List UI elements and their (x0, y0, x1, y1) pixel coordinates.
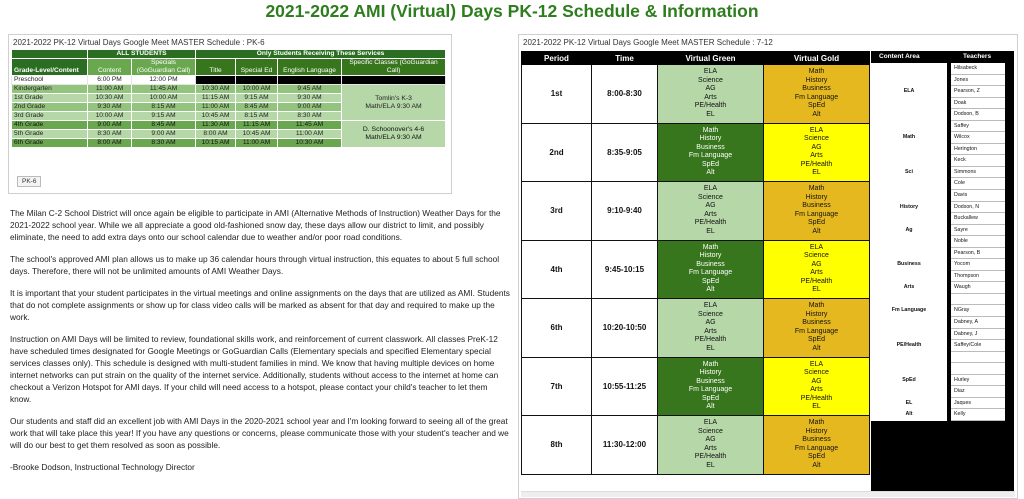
title-cell: 10:15 AM (196, 139, 236, 148)
teacher-name-cell: Dabney, A (951, 317, 1005, 329)
content-area-cell: Alt (871, 409, 947, 421)
content-area-cell: Sci (871, 167, 947, 179)
content-area-cell (871, 121, 947, 133)
teacher-row (871, 190, 1005, 202)
sped-cell: 10:45 AM (236, 130, 278, 139)
content-area-cell (871, 98, 947, 110)
teacher-name-cell: Pearson, B (951, 248, 1005, 260)
grade-cell: 3rd Grade (12, 112, 88, 121)
content-area-cell (871, 63, 947, 75)
teacher-row (871, 86, 1005, 98)
time-cell: 10:20-10:50 (592, 299, 658, 358)
teacher-name-cell: Noble (951, 236, 1005, 248)
teacher-name-cell: Jaques (951, 398, 1005, 410)
content-area-cell (871, 213, 947, 225)
hdr-specific-classes: Specific Classes (GoGuardian Call) (342, 59, 446, 76)
virtual-gold-cell (764, 182, 870, 241)
virtual-green-cell (658, 65, 764, 124)
grade-cell: Kindergarten (12, 85, 88, 94)
teacher-name-cell: Wilcox (951, 132, 1005, 144)
content-area-cell: EL (871, 398, 947, 410)
virtual-gold-cell (764, 65, 870, 124)
content-cell: 11:00 AM (88, 85, 132, 94)
teacher-row (871, 363, 1005, 375)
title-cell: 8:00 AM (196, 130, 236, 139)
teacher-row (871, 75, 1005, 87)
teacher-row (871, 98, 1005, 110)
teacher-name-cell: Herington (951, 144, 1005, 156)
teacher-row (871, 167, 1005, 179)
subject-list: ELA Science AG Arts PE/Health EL (694, 302, 727, 352)
teacher-name-cell: Yocom (951, 259, 1005, 271)
specials-cell: 8:15 AM (132, 103, 196, 112)
teacher-row (871, 248, 1005, 260)
pk6-schedule-table (11, 49, 446, 148)
schedule-row (522, 123, 870, 182)
paragraph: Instruction on AMI Days will be limited to review, foundational skills work, and reinforcement of current classwork. All classes PreK-12 have scheduled times designated for Google Meetings or GoGuardian Calls (Elementary specials and specified Elementary special services classes only). This schedule is designed with multi-student families in mind. We know that having multiple devices on home internet networks can put strain on the quality of the internet service. Additionally, students without access to the internet at home can checkout a Verizon Hotspot for AMI days. If your child will need access to a hotspot, please contact your child's teacher to let them know. (10, 334, 499, 404)
content-area-cell: Math (871, 132, 947, 144)
teacher-name-cell: Cole (951, 178, 1005, 190)
pk6-row (12, 85, 446, 94)
hdr-special-ed: Special Ed (236, 59, 278, 76)
teacher-row (871, 271, 1005, 283)
pk6-sheet-tab[interactable]: PK-6 (17, 176, 41, 187)
content-cell: 10:30 AM (88, 94, 132, 103)
content-area-cell: Fm Language (871, 305, 947, 317)
virtual-gold-cell (764, 299, 870, 358)
content-area-cell (871, 155, 947, 167)
teacher-row (871, 305, 1005, 317)
hdr-virtual-gold: Virtual Gold (764, 52, 870, 65)
teacher-row (871, 398, 1005, 410)
grade-cell: 1st Grade (12, 94, 88, 103)
sped-cell: 10:00 AM (236, 85, 278, 94)
teacher-row (871, 121, 1005, 133)
teacher-name-cell (951, 352, 1005, 364)
teacher-row (871, 109, 1005, 121)
content-cell: 6:00 PM (88, 76, 132, 85)
time-cell: 9:45-10:15 (592, 240, 658, 299)
hdr-time: Time (592, 52, 658, 65)
teacher-row (871, 236, 1005, 248)
hdr-specials: Specials (GoGuardian Call) (132, 59, 196, 76)
schedule-row (522, 416, 870, 475)
teacher-name-cell: Diaz (951, 386, 1005, 398)
grade-cell: 2nd Grade (12, 103, 88, 112)
subject-list: Math History Business Fm Language SpEd Alt (688, 360, 733, 411)
teacher-row (871, 225, 1005, 237)
content-area-cell (871, 294, 947, 306)
teacher-name-cell: Saffey (951, 121, 1005, 133)
subject-list: ELA Science AG Arts PE/Health EL (800, 126, 833, 177)
subject-list: Math History Business Fm Language SpEd Alt (794, 68, 839, 118)
grade-cell: Preschool (12, 76, 88, 85)
specials-cell: 9:15 AM (132, 112, 196, 121)
specials-cell: 9:00 AM (132, 130, 196, 139)
pk6-row (12, 76, 446, 85)
time-cell: 9:10-9:40 (592, 182, 658, 241)
period-cell: 2nd (522, 123, 592, 182)
specials-cell: 8:45 AM (132, 121, 196, 130)
sped-cell: 8:45 AM (236, 103, 278, 112)
period-cell: 8th (522, 416, 592, 475)
content-cell: 10:00 AM (88, 112, 132, 121)
teacher-name-cell: Kelly (951, 409, 1005, 421)
ell-cell: 10:30 AM (278, 139, 342, 148)
tomlin-k3-cell: Tomlin's K-3 Math/ELA 9:30 AM (342, 85, 446, 121)
title-cell: 10:30 AM (196, 85, 236, 94)
teacher-name-cell: Dabney, J (951, 329, 1005, 341)
content-area-cell (871, 329, 947, 341)
period-cell: 1st (522, 65, 592, 124)
period-cell: 4th (522, 240, 592, 299)
teacher-name-cell: Dodson, B (951, 109, 1005, 121)
virtual-green-cell (658, 299, 764, 358)
black-cell (196, 76, 236, 85)
virtual-green-cell (658, 123, 764, 182)
hdr-blank (12, 50, 88, 59)
pk6-schedule-sheet (8, 34, 452, 194)
virtual-green-cell (658, 357, 764, 416)
grade-cell: 4th Grade (12, 121, 88, 130)
period-cell: 6th (522, 299, 592, 358)
teacher-name-cell: Hurley (951, 375, 1005, 387)
hdr-title: Title (196, 59, 236, 76)
subject-list: ELA Science AG Arts PE/Health EL (694, 68, 727, 118)
virtual-green-cell (658, 182, 764, 241)
signature: -Brooke Dodson, Instructional Technology Director (10, 462, 195, 472)
content-area-cell (871, 386, 947, 398)
content-area-cell (871, 190, 947, 202)
grade7-12-schedule-table (521, 51, 870, 475)
pk6-row (12, 121, 446, 130)
teacher-row (871, 155, 1005, 167)
content-area-cell (871, 271, 947, 283)
ell-cell: 8:30 AM (278, 112, 342, 121)
teacher-row (871, 386, 1005, 398)
teacher-name-cell: Hilsabeck (951, 63, 1005, 75)
hdr-virtual-green: Virtual Green (658, 52, 764, 65)
teacher-row (871, 340, 1005, 352)
page-title: 2021-2022 AMI (Virtual) Days PK-12 Schedule & Information (265, 1, 759, 21)
content-area-cell: Arts (871, 282, 947, 294)
content-area-cell (871, 363, 947, 375)
ell-cell: 11:45 AM (278, 121, 342, 130)
teacher-name-cell (951, 294, 1005, 306)
teacher-row (871, 144, 1005, 156)
teacher-row (871, 202, 1005, 214)
teacher-name-cell: Pearson, Z (951, 86, 1005, 98)
ell-cell: 9:00 AM (278, 103, 342, 112)
teacher-name-cell: Dodson, N (951, 202, 1005, 214)
grade7-12-schedule-sheet (518, 34, 1018, 499)
time-cell: 8:00-8:30 (592, 65, 658, 124)
teacher-row (871, 132, 1005, 144)
schedule-row (522, 357, 870, 416)
grade7-12-sheet-caption: 2021-2022 PK-12 Virtual Days Google Meet MASTER Schedule : 7-12 (523, 38, 773, 47)
teacher-name-cell (951, 363, 1005, 375)
teacher-name-cell: Thompson (951, 271, 1005, 283)
info-text (10, 207, 510, 483)
teacher-name-cell: Davis (951, 190, 1005, 202)
specials-cell: 8:30 AM (132, 139, 196, 148)
virtual-gold-cell (764, 240, 870, 299)
title-cell: 11:00 AM (196, 103, 236, 112)
content-area-cell: Ag (871, 225, 947, 237)
virtual-gold-cell (764, 123, 870, 182)
paragraph: The school's approved AMI plan allows us to make up 36 calendar hours through virtual instruction, this equates to about 5 full school days. Therefore, there will not be unlimited amounts of AMI Weather Days. (10, 254, 500, 276)
period-cell: 3rd (522, 182, 592, 241)
content-cell: 8:00 AM (88, 139, 132, 148)
content-area-cell (871, 75, 947, 87)
specials-cell: 12:00 PM (132, 76, 196, 85)
teacher-name-cell: Saffey/Cole (951, 340, 1005, 352)
virtual-green-cell (658, 416, 764, 475)
teacher-name-cell: Doak (951, 98, 1005, 110)
paragraph: It is important that your student participates in the virtual meetings and online assignments on the days that are utilized as AMI. Students that do not complete assignments or show up for class video calls will be marked as absent for that day and required to make up the work. (10, 288, 510, 322)
black-cell (236, 76, 278, 85)
virtual-gold-cell (764, 357, 870, 416)
content-area-cell: Business (871, 259, 947, 271)
teacher-row (871, 294, 1005, 306)
hdr-period: Period (522, 52, 592, 65)
teacher-row (871, 282, 1005, 294)
schedule-row (522, 299, 870, 358)
grade-cell: 5th Grade (12, 130, 88, 139)
teacher-row (871, 178, 1005, 190)
title-cell: 11:15 AM (196, 94, 236, 103)
content-area-cell (871, 317, 947, 329)
subject-list: ELA Science AG Arts PE/Health EL (800, 243, 833, 294)
teacher-name-cell: Jones (951, 75, 1005, 87)
hdr-english-language: English Language (278, 59, 342, 76)
subject-list: ELA Science AG Arts PE/Health EL (800, 360, 833, 411)
specials-cell: 10:00 AM (132, 94, 196, 103)
time-cell: 11:30-12:00 (592, 416, 658, 475)
pk6-sheet-caption: 2021-2022 PK-12 Virtual Days Google Meet MASTER Schedule : PK-6 (13, 38, 265, 47)
subject-list: Math History Business Fm Language SpEd Alt (794, 302, 839, 352)
schedule-row (522, 182, 870, 241)
content-cell: 9:30 AM (88, 103, 132, 112)
content-cell: 8:30 AM (88, 130, 132, 139)
content-area-cell (871, 352, 947, 364)
sped-cell: 8:15 AM (236, 112, 278, 121)
subject-list: Math History Business Fm Language SpEd Alt (794, 419, 839, 469)
paragraph: Our students and staff did an excellent job with AMI Days in the 2020-2021 school year and I'm looking forward to seeing all of the great work that will take place this year! If you have any questions or concerns, please communicate those with your student's teacher and we will do our best to get them resolved as soon as possible. (10, 416, 509, 450)
teacher-name-cell: NGray (951, 305, 1005, 317)
teacher-name-cell: Buckallew (951, 213, 1005, 225)
sped-cell: 9:15 AM (236, 94, 278, 103)
black-cell (278, 76, 342, 85)
period-cell: 7th (522, 357, 592, 416)
content-cell: 9:00 AM (88, 121, 132, 130)
teacher-row (871, 375, 1005, 387)
sped-cell: 11:00 AM (236, 139, 278, 148)
content-area-cell (871, 236, 947, 248)
content-area-cell: ELA (871, 86, 947, 98)
teacher-row (871, 352, 1005, 364)
hdr-only-students: Only Students Receiving These Services (196, 50, 446, 59)
teacher-name-cell: Sayre (951, 225, 1005, 237)
virtual-green-cell (658, 240, 764, 299)
teacher-row (871, 63, 1005, 75)
subject-list: ELA Science AG Arts PE/Health EL (694, 419, 727, 469)
hdr-teachers: Teachers (963, 53, 992, 60)
title-cell: 10:45 AM (196, 112, 236, 121)
schedule-row (522, 65, 870, 124)
hdr-all-students: ALL STUDENTS (88, 50, 196, 59)
virtual-gold-cell (764, 416, 870, 475)
specials-cell: 11:45 AM (132, 85, 196, 94)
content-area-cell (871, 144, 947, 156)
teacher-row (871, 259, 1005, 271)
teacher-name-cell: Waugh (951, 282, 1005, 294)
subject-list: Math History Business Fm Language SpEd Alt (794, 185, 839, 235)
schoonover-46-cell: D. Schoonover's 4-6 Math/ELA 9:30 AM (342, 121, 446, 148)
hdr-content-area: Content Area (879, 53, 920, 60)
teacher-name-cell: Simmons (951, 167, 1005, 179)
hdr-grade-level: Grade-Level/Content (12, 59, 88, 76)
time-cell: 8:35-9:05 (592, 123, 658, 182)
content-area-cell (871, 178, 947, 190)
paragraph: The Milan C-2 School District will once again be eligible to participate in AMI (Alternative Methods of Instruction) Weather Days for the 2021-2022 school year. While we all appreciate a good old-fashioned snow day, these days allow our district to limit, and possibly eliminate, the need to add extra days onto our school calendar due to weather and/or poor road conditions. (10, 208, 501, 242)
content-area-cell: PE/Health (871, 340, 947, 352)
teacher-row (871, 329, 1005, 341)
ell-cell: 9:30 AM (278, 94, 342, 103)
subject-list: Math History Business Fm Language SpEd Alt (688, 126, 733, 177)
teacher-name-cell: Keck (951, 155, 1005, 167)
grade-cell: 6th Grade (12, 139, 88, 148)
teacher-row (871, 213, 1005, 225)
subject-list: ELA Science AG Arts PE/Health EL (694, 185, 727, 235)
title-cell: 11:30 AM (196, 121, 236, 130)
teacher-row (871, 317, 1005, 329)
subject-list: Math History Business Fm Language SpEd Alt (688, 243, 733, 294)
time-cell: 10:55-11:25 (592, 357, 658, 416)
schedule-row (522, 240, 870, 299)
hdr-content: Content (88, 59, 132, 76)
teacher-row (871, 409, 1005, 421)
content-area-cell (871, 109, 947, 121)
sped-cell: 11:15 AM (236, 121, 278, 130)
black-cell (342, 76, 446, 85)
ell-cell: 11:00 AM (278, 130, 342, 139)
content-area-cell (871, 248, 947, 260)
content-area-cell: History (871, 202, 947, 214)
content-area-cell: SpEd (871, 375, 947, 387)
teacher-list (871, 51, 1014, 496)
ell-cell: 9:45 AM (278, 85, 342, 94)
horizontal-scrollbar[interactable] (521, 491, 1015, 497)
